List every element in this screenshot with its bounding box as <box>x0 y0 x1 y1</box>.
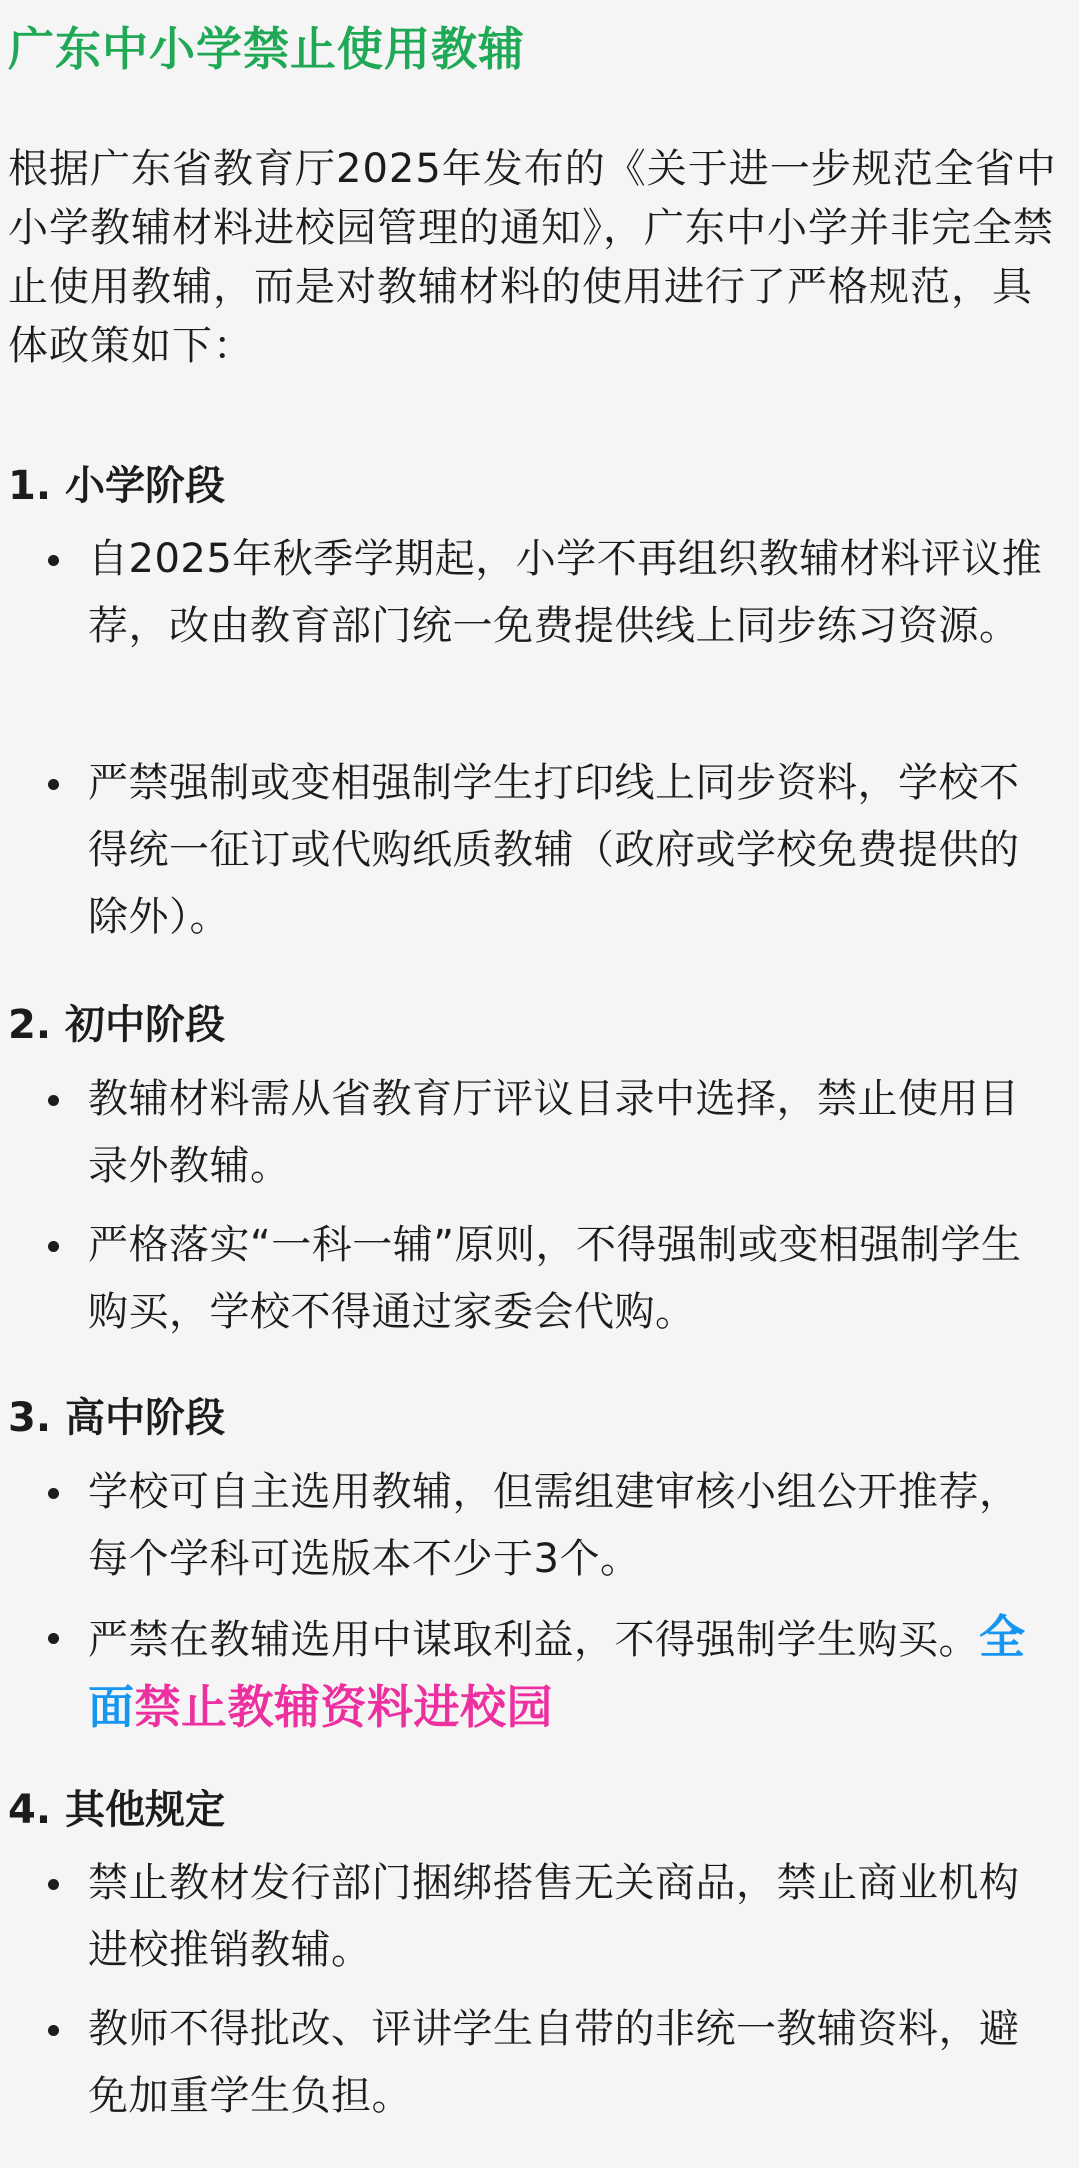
list-item <box>42 1212 1052 1346</box>
list-item <box>42 526 1052 660</box>
section-heading-primary: 1. 小学阶段 <box>8 463 225 509</box>
bullet-icon <box>48 555 59 566</box>
section-heading-senior: 3. 高中阶段 <box>8 1395 225 1441</box>
intro-paragraph: 根据广东省教育厅2025年发布的《关于进一步规范全省中小学教辅材料进校园管理的通知》，广东中小学并非完全禁止使用教辅，而是对教辅材料的使用进行了严格规范，具体政策如下： <box>8 146 1057 369</box>
bullet-icon <box>48 1633 59 1644</box>
section-heading-other: 4. 其他规定 <box>8 1787 225 1833</box>
list-item-text: 自2025年秋季学期起，小学不再组织教辅材料评议推荐，改由教育部门统一免费提供线上同步练习资源。 <box>88 536 1043 649</box>
bullet-icon <box>48 1879 59 1890</box>
list-item <box>42 750 1052 951</box>
list-item-text: 学校可自主选用教辅，但需组建审核小组公开推荐，每个学科可选版本不少于3个。 <box>88 1469 1020 1582</box>
bullet-icon <box>48 1241 59 1252</box>
overlay-caption-pink: 禁止教辅资料进校园 <box>134 1680 553 1734</box>
list-item-text: 严禁强制或变相强制学生打印线上同步资料，学校不得统一征订或代购纸质教辅（政府或学校免费提供的除外）。 <box>88 760 1020 940</box>
list-item <box>42 1066 1052 1200</box>
overlay-caption-blue: 全面 <box>88 1610 1026 1734</box>
bullet-icon <box>48 2025 59 2036</box>
section-heading-junior: 2. 初中阶段 <box>8 1002 225 1048</box>
list-item <box>42 1996 1052 2130</box>
list-item-text: 教辅材料需从省教育厅评议目录中选择，禁止使用目录外教辅。 <box>88 1076 1020 1189</box>
list-item-text: 禁止教材发行部门捆绑搭售无关商品，禁止商业机构进校推销教辅。 <box>88 1860 1020 1973</box>
list-item <box>42 1850 1052 1984</box>
bullet-icon <box>48 1095 59 1106</box>
page-title: 广东中小学禁止使用教辅 <box>8 22 525 76</box>
list-item-text: 教师不得批改、评讲学生自带的非统一教辅资料，避免加重学生负担。 <box>88 2006 1020 2119</box>
list-item <box>42 1604 1052 1744</box>
list-item-text: 严格落实“一科一辅”原则，不得强制或变相强制学生购买，学校不得通过家委会代购。 <box>88 1222 1022 1335</box>
list-item-text: 严禁在教辅选用中谋取利益，不得强制学生购买。 <box>88 1617 979 1663</box>
list-item <box>42 1459 1052 1593</box>
bullet-icon <box>48 1488 59 1499</box>
bullet-icon <box>48 779 59 790</box>
